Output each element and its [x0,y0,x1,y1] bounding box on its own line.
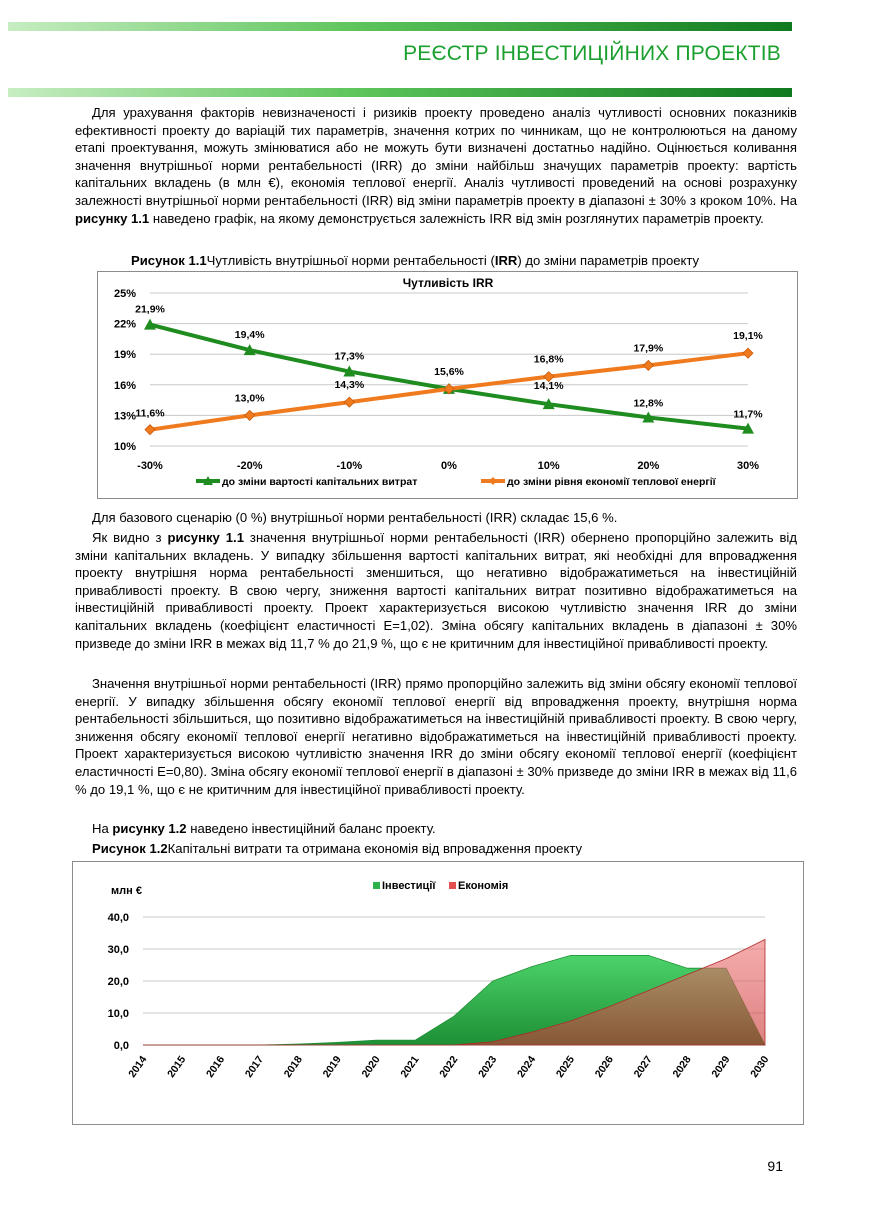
x-tick-label: 20% [637,460,660,472]
x-tick-label: 2024 [514,1053,539,1080]
balance-text-2: наведено інвестиційний баланс проекту. [186,821,436,836]
data-label: 16,8% [533,353,564,366]
data-label: 12,8% [633,397,664,410]
x-tick-label: 2030 [748,1053,772,1080]
y-tick-label: 19% [113,349,136,362]
data-label: 19,4% [234,329,265,342]
intro-text-2: наведено графік, на якому демонструється залежність IRR від змін розглянутих параметрів проекту. [149,210,764,226]
investment-balance-chart-frame [72,861,804,1125]
x-tick-label: 2019 [320,1053,344,1080]
header-title: РЕЄСТР ІНВЕСТИЦІЙНИХ ПРОЕКТІВ [403,42,781,65]
x-tick-label: -30% [137,460,163,472]
x-tick-label: 2023 [476,1053,500,1080]
data-label: 11,7% [733,408,763,421]
legend-label: до зміни вартості капітальних витрат [222,476,418,488]
y-tick-label: 22% [113,318,136,331]
x-tick-label: 2018 [281,1053,305,1080]
capex-sensitivity-paragraph [75,529,797,652]
figure-1-caption-label: Рисунок 1.1 [131,253,207,268]
data-label: 19,1% [733,330,763,343]
chart-title: Чутливість IRR [402,276,494,290]
legend-label: до зміни рівня економії теплової енергії [507,476,716,488]
x-tick-label: 0% [441,460,457,472]
legend-label: Інвестиції [382,880,436,892]
x-tick-label: 2026 [592,1053,616,1080]
header-bar-bottom [8,88,792,97]
data-point-marker [145,425,155,435]
balance-intro-paragraph [75,820,797,838]
data-label: 13,0% [234,392,265,405]
x-tick-label: 2014 [126,1053,150,1080]
figure-2-caption [92,841,582,856]
figure-1-caption-text-1: Чутливість внутрішньої норми рентабельності ( [206,253,495,268]
data-label: 21,9% [135,303,165,316]
figure-1-caption-text-2: ) до зміни параметрів проекту [517,253,700,268]
x-tick-label: 2025 [553,1053,578,1080]
y-axis-unit-label: млн € [111,885,142,897]
data-label: 17,3% [334,350,365,363]
x-tick-label: -10% [336,460,363,472]
legend-label: Економія [458,880,509,892]
investment-balance-chart [73,862,803,1124]
x-tick-label: 10% [537,460,560,472]
x-tick-label: 2027 [631,1053,655,1080]
data-label: 11,6% [135,407,165,420]
data-label: 14,1% [533,380,564,393]
y-tick-label: 40,0 [107,912,129,924]
y-tick-label: 10% [113,441,136,453]
base-scenario-paragraph: Для базового сценарію (0 %) внутрішньої норми рентабельності (IRR) складає 15,6 %. [92,510,618,525]
y-tick-label: 25% [113,288,136,300]
x-tick-label: 2016 [203,1053,228,1080]
legend-swatch [449,882,456,889]
data-point-marker [643,360,653,370]
page-number: 91 [767,1158,783,1174]
legend-swatch-marker [489,477,497,485]
data-label: 17,9% [633,342,664,355]
data-point-marker [743,348,753,358]
irr-sensitivity-chart [98,272,797,498]
capex-figure-ref: рисунку 1.1 [167,530,244,545]
energy-sensitivity-paragraph: Значення внутрішньої норми рентабельності (IRR) прямо пропорційно залежить від зміни обсягу економії теплової енергії. У випадку збільшення обсягу економії теплової енергії від впровадження проекту, внутрішня норма рентабельності збільшиться, що позитивно відображатиметься на інвестиційній привабливості проекту. В свою чергу, зниження обсягу економії теплової енергії негативно відображатиметься на інвестиційній привабливості проекту. Проект характеризується високою чутливістю значення IRR до зміни обсягу економії теплової енергії (коефіцієнт еластичності Е=0,80). Зміна обсягу економії теплової енергії в діапазоні ± 30% призведе до зміни IRR в межах від 11,6 % до 19,1 %, що є не критичним для інвестиційної привабливості проекту. [75,676,797,797]
intro-figure-ref: рисунку 1.1 [75,210,150,226]
x-tick-label: 2022 [437,1053,461,1080]
x-tick-label: 2020 [359,1053,383,1080]
figure-1-caption [131,253,699,268]
data-point-marker [344,397,354,407]
y-tick-label: 0,0 [113,1040,129,1052]
figure-2-caption-label: Рисунок 1.2 [92,841,168,856]
x-tick-label: 2028 [670,1053,694,1080]
figure-2-caption-text: Капітальні витрати та отримана економія від впровадження проекту [167,841,583,856]
capex-text-1: Як видно з [92,530,168,545]
y-tick-label: 30,0 [107,944,129,956]
x-tick-label: 2017 [242,1053,267,1080]
balance-figure-ref: рисунку 1.2 [112,821,187,836]
data-point-marker [245,410,255,420]
x-tick-label: 2029 [709,1053,733,1080]
x-tick-label: -20% [236,460,263,472]
capex-text-2: значення внутрішньої норми рентабельності (IRR) обернено пропорційно залежить від зміни капітальних вкладень. У випадку збільшення вартості капітальних витрат, які необхідні для впровадження проекту внутрішня норма рентабельності зменшиться, що негативно відображатиметься на інвестиційній привабливості проекту. В свою чергу, зниження вартості капітальних витрат позитивно відображатиметься на інвестиційній привабливості проекту. Проект характеризується високою чутливістю значення IRR до зміни капітальних вкладень (коефіцієнт еластичності Е=1,02). Зміна обсягу капітальних вкладень в діапазоні ± 30% призведе до зміни IRR в межах від 11,7 % до 21,9 %, що є не критичним для інвестиційної привабливості проекту. [75,530,797,651]
y-tick-label: 20,0 [107,976,129,988]
balance-text-1: На [92,821,113,836]
header-bar-top [8,22,792,31]
data-label: 15,6% [434,365,464,378]
figure-1-caption-irr: IRR [494,253,518,268]
x-tick-label: 2015 [165,1053,189,1080]
y-tick-label: 13% [113,410,136,423]
x-tick-label: 30% [736,460,760,472]
y-tick-label: 10,0 [107,1008,129,1020]
y-tick-label: 16% [113,379,136,392]
intro-text-1: Для урахування факторів невизначеності і ризиків проекту проведено аналіз чутливості основних показників ефективності проекту до варіацій тих параметрів, значення котрих по чинникам, що не контролюються на даному етапі проектування, можуть змінюватися або не можуть бути визначені достатньо надійно. Оцінюється коливання значення внутрішньої норми рентабельності (IRR) до зміни найбільш значущих параметрів проекту: вартість капітальних вкладень (в млн €), економія теплової енергії. Аналіз чутливості проведений на основі розрахунку залежності внутрішньої норми рентабельності (IRR) від зміни параметрів проекту в діапазоні ± 30% з кроком 10%. На [75,105,797,208]
data-label: 14,3% [334,379,365,392]
x-tick-label: 2021 [398,1053,422,1080]
legend-swatch [373,882,380,889]
irr-sensitivity-chart-frame [97,271,798,499]
intro-paragraph [75,104,797,227]
